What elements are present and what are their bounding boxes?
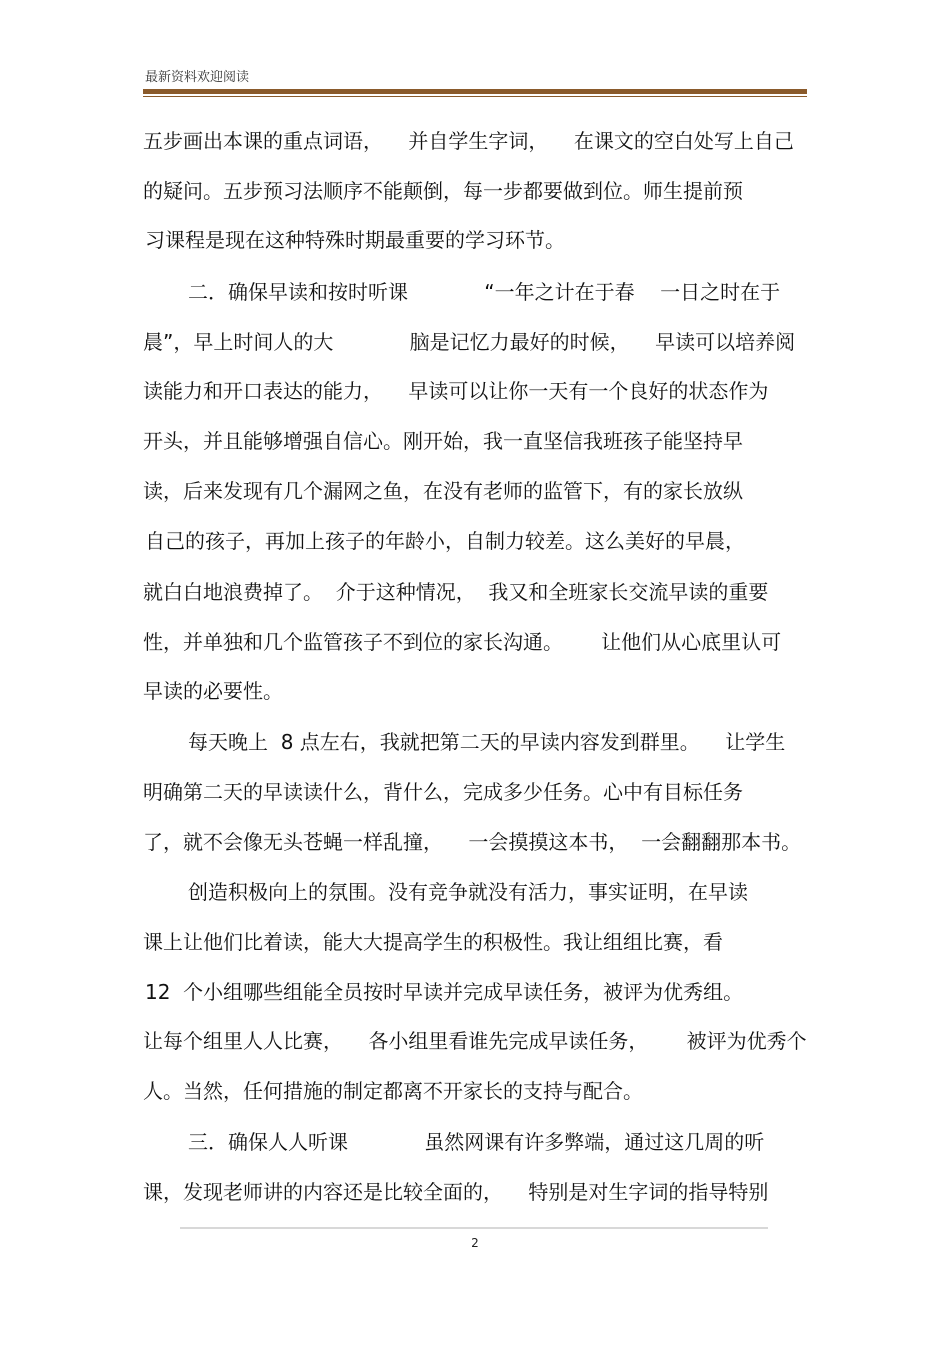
text-line: 就白白地浪费掉了。 介于这种情况， 我又和全班家长交流早读的重要 (143, 580, 769, 604)
text-line: 课，发现老师讲的内容还是比较全面的， 特别是对生字词的指导特别 (143, 1180, 769, 1204)
text-line: 早读的必要性。 (143, 679, 283, 703)
text-line: 明确第二天的早读读什么，背什么，完成多少任务。心中有目标任务 (143, 780, 743, 804)
text-line: 课上让他们比着读，能大大提高学生的积极性。我让组组比赛，看 (143, 930, 723, 954)
text-line: 让每个组里人人比赛， 各小组里看谁先完成早读任务， 被评为优秀个 (143, 1029, 807, 1053)
text-line: 读能力和开口表达的能力， 早读可以让你一天有一个良好的状态作为 (143, 379, 769, 403)
text-line: 习课程是现在这种特殊时期最重要的学习环节。 (145, 228, 565, 252)
text-line: 了，就不会像无头苍蝇一样乱撞， 一会摸摸这本书， 一会翻翻那本书。 (143, 830, 802, 854)
text-line: 二．确保早读和按时听课 “一年之计在于春 一日之时在于 (188, 280, 781, 304)
footer-rule (180, 1227, 768, 1229)
header-text: 最新资料欢迎阅读 (145, 70, 250, 85)
text-line: 每天晚上 8 点左右，我就把第二天的早读内容发到群里。 让学生 (188, 730, 786, 754)
text-line: 三．确保人人听课 虽然网课有许多弊端，通过这几周的听 (188, 1130, 765, 1154)
header-rule-thin (143, 96, 807, 97)
text-line: 创造积极向上的氛围。没有竞争就没有活力，事实证明，在早读 (188, 880, 748, 904)
page-number: 2 (471, 1236, 479, 1250)
text-line: 自己的孩子，再加上孩子的年龄小，自制力较差。这么美好的早晨， (145, 529, 745, 553)
text-line: 12 个小组哪些组能全员按时早读并完成早读任务，被评为优秀组。 (145, 980, 744, 1004)
text-line: 开头，并且能够增强自信心。刚开始，我一直坚信我班孩子能坚持早 (143, 429, 743, 453)
text-line: 性，并单独和几个监管孩子不到位的家长沟通。 让他们从心底里认可 (143, 630, 782, 654)
text-line: 晨”，早上时间人的大 脑是记忆力最好的时候， 早读可以培养阅 (143, 330, 796, 354)
text-line: 人。当然，任何措施的制定都离不开家长的支持与配合。 (143, 1079, 643, 1103)
header-rule-thick (143, 89, 807, 94)
text-line: 五步画出本课的重点词语， 并自学生字词， 在课文的空白处写上自己 (143, 129, 794, 153)
text-line: 的疑问。五步预习法顺序不能颠倒，每一步都要做到位。师生提前预 (143, 179, 743, 203)
text-line: 读，后来发现有几个漏网之鱼，在没有老师的监管下，有的家长放纵 (143, 479, 743, 503)
